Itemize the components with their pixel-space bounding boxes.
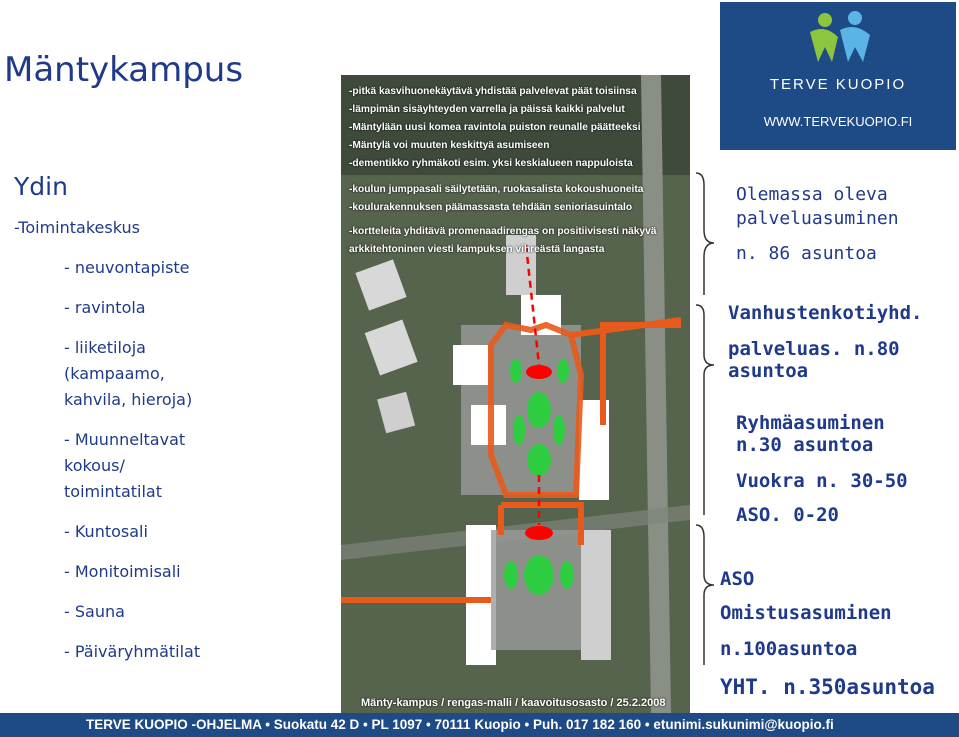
olemassa-count: n. 86 asuntoa (736, 243, 877, 264)
list-item: - Muunneltavat (64, 430, 186, 449)
page-title: Mäntykampus (4, 50, 244, 90)
ydin-heading: Ydin (14, 172, 68, 201)
olemassa-label: Olemassa oleva (736, 184, 888, 205)
list-item: - Kuntosali (64, 522, 148, 541)
vuokra-label: Vuokra n. 30-50 (736, 470, 908, 492)
ryhma-count: n.30 asuntoa (736, 434, 874, 456)
vanhus-label: Vanhustenkotiyhd. (728, 302, 923, 324)
logo-url: WWW.TERVEKUOPIO.FI (763, 114, 913, 129)
terve-kuopio-logo (720, 2, 956, 150)
list-item: toimintatilat (64, 482, 162, 501)
list-item: kokous/ (64, 456, 125, 475)
list-item: (kampaamo, (64, 364, 165, 383)
aso-range-label: ASO. 0-20 (736, 504, 839, 526)
olemassa-label-2: palveluasuminen (736, 208, 899, 229)
map-notes (349, 83, 684, 259)
map-note: -Mäntylään uusi komea ravintola puiston reunalle päätteeksi (349, 122, 641, 133)
omistus-label: Omistusasuminen (720, 602, 892, 624)
total-label: YHT. n.350asuntoa (720, 675, 935, 699)
map-note: -kortteleita yhditävä promenaadirengas on positiivisesti näkyvä (349, 226, 657, 237)
map-note: -koulurakennuksen päämassasta tehdään senioriasuintalo (349, 202, 633, 213)
map-note: arkkitehtoninen viesti kampuksen vihreästä langasta (349, 244, 605, 255)
list-item: - neuvontapiste (64, 258, 190, 277)
braces-graphic (690, 165, 720, 725)
footer-bar: TERVE KUOPIO -OHJELMA • Suokatu 42 D • PL 1097 • 70111 Kuopio • Puh. 017 182 160 • etunimi.sukunimi@kuopio.fi (0, 713, 959, 737)
ryhma-label: Ryhmäasuminen (736, 412, 885, 434)
list-item: - ravintola (64, 298, 146, 317)
list-item: -Toimintakeskus (14, 218, 140, 237)
vanhus-label-2: palveluas. n.80 (728, 338, 900, 360)
people-logo-icon (720, 2, 956, 72)
map-caption: Mänty-kampus / rengas-malli / kaavoitusosasto / 25.2.2008 (361, 697, 666, 709)
logo-name: TERVE KUOPIO (769, 76, 907, 93)
map-note: -dementikko ryhmäkoti esim. yksi keskialueen nappuloista (349, 158, 633, 169)
list-item: kahvila, hieroja) (64, 390, 193, 409)
list-item: - liiketiloja (64, 338, 146, 357)
site-plan-map (341, 75, 690, 713)
omistus-count: n.100asuntoa (720, 638, 858, 660)
map-note: -lämpimän sisäyhteyden varrella ja päissä kaikki palvelut (349, 104, 625, 115)
list-item: - Monitoimisali (64, 562, 181, 581)
map-note: -pitkä kasvihuonekäytävä yhdistää palvelevat päät toisiinsa (349, 86, 637, 97)
list-item: - Sauna (64, 602, 125, 621)
map-note: -koulun jumppasali säilytetään, ruokasalista kokoushuoneita (349, 184, 644, 195)
aso-label: ASO (720, 568, 755, 590)
list-item: - Päiväryhmätilat (64, 642, 201, 661)
map-note: -Mäntylä voi muuten keskittyä asumiseen (349, 140, 550, 151)
vanhus-label-3: asuntoa (728, 360, 809, 382)
